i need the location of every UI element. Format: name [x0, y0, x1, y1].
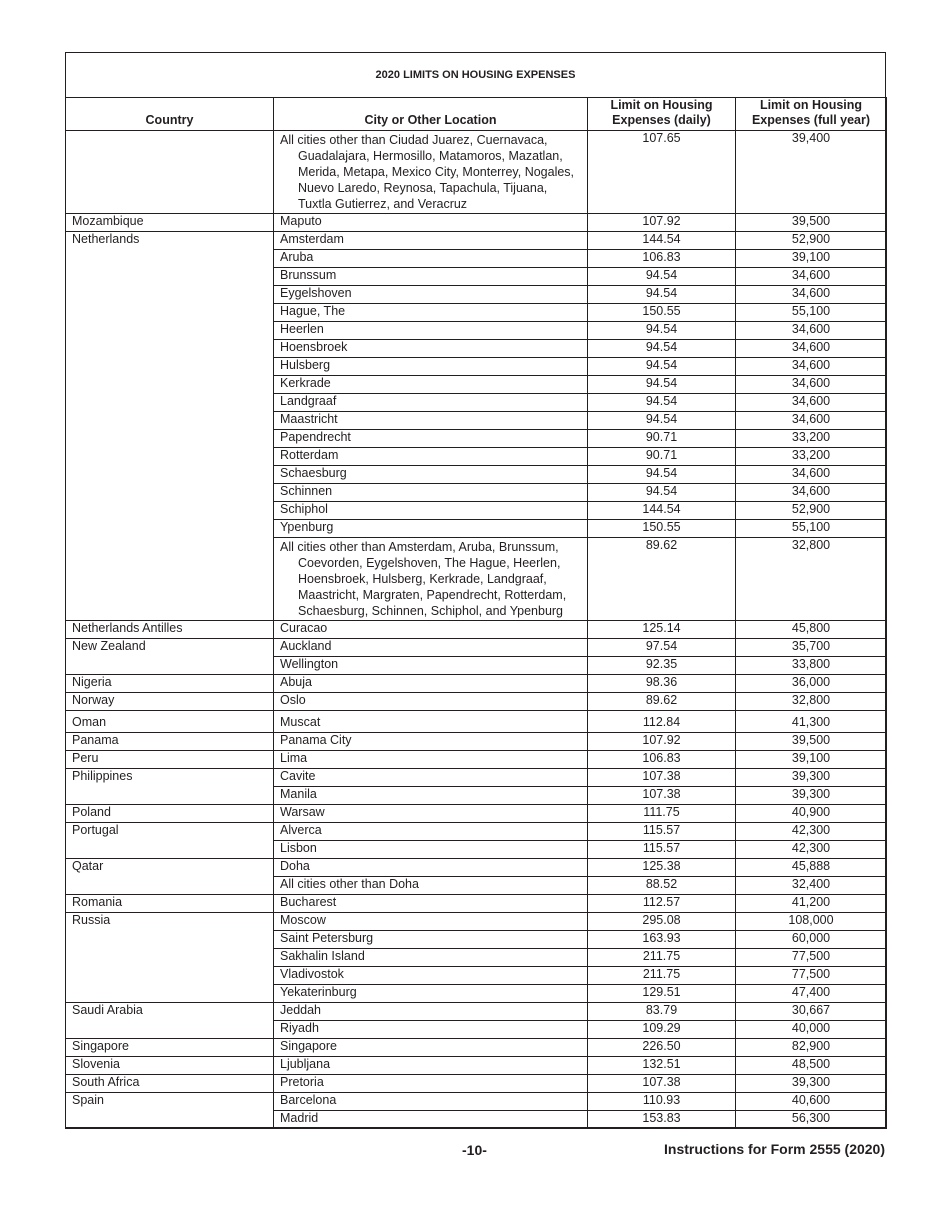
yearly-limit-cell: 32,400: [736, 877, 887, 895]
daily-limit-cell: 163.93: [588, 931, 736, 949]
country-cell: Netherlands: [66, 232, 274, 250]
city-cell: Saint Petersburg: [274, 931, 588, 949]
daily-limit-cell: 129.51: [588, 985, 736, 1003]
country-cell: Poland: [66, 805, 274, 823]
yearly-limit-cell: 55,100: [736, 520, 887, 538]
daily-limit-cell: 109.29: [588, 1021, 736, 1039]
country-cell: [66, 657, 274, 675]
yearly-limit-cell: 39,500: [736, 214, 887, 232]
city-cell: Heerlen: [274, 322, 588, 340]
city-cell: Hague, The: [274, 304, 588, 322]
yearly-limit-cell: 34,600: [736, 376, 887, 394]
daily-limit-cell: 125.14: [588, 621, 736, 639]
table-row: [66, 1093, 887, 1111]
country-cell: [66, 949, 274, 967]
city-cell: Bucharest: [274, 895, 588, 913]
table-row: [66, 214, 887, 232]
yearly-limit-cell: 52,900: [736, 502, 887, 520]
table-row: [66, 693, 887, 711]
yearly-limit-cell: 33,800: [736, 657, 887, 675]
header-country: Country: [66, 97, 274, 131]
yearly-limit-cell: 48,500: [736, 1057, 887, 1075]
daily-limit-cell: 90.71: [588, 448, 736, 466]
country-cell: [66, 787, 274, 805]
daily-limit-cell: 94.54: [588, 466, 736, 484]
daily-limit-cell: 150.55: [588, 520, 736, 538]
yearly-limit-cell: 41,200: [736, 895, 887, 913]
yearly-limit-cell: 108,000: [736, 913, 887, 931]
daily-limit-cell: 226.50: [588, 1039, 736, 1057]
country-cell: [66, 841, 274, 859]
document-title: Instructions for Form 2555 (2020): [664, 1141, 885, 1157]
city-cell: Sakhalin Island: [274, 949, 588, 967]
country-cell: [66, 448, 274, 466]
yearly-limit-cell: 47,400: [736, 985, 887, 1003]
table-row: [66, 232, 887, 250]
yearly-limit-cell: 34,600: [736, 394, 887, 412]
city-cell: Schinnen: [274, 484, 588, 502]
yearly-limit-cell: 45,800: [736, 621, 887, 639]
country-cell: [66, 520, 274, 538]
yearly-limit-cell: 40,900: [736, 805, 887, 823]
housing-limits-table: [65, 97, 887, 1129]
country-cell: Slovenia: [66, 1057, 274, 1075]
header-city: City or Other Location: [274, 97, 588, 131]
country-cell: [66, 340, 274, 358]
daily-limit-cell: 107.38: [588, 769, 736, 787]
city-cell: Curacao: [274, 621, 588, 639]
table-row: [66, 675, 887, 693]
city-cell: Cavite: [274, 769, 588, 787]
yearly-limit-cell: 45,888: [736, 859, 887, 877]
yearly-limit-cell: 36,000: [736, 675, 887, 693]
daily-limit-cell: 90.71: [588, 430, 736, 448]
yearly-limit-cell: 55,100: [736, 304, 887, 322]
yearly-limit-cell: 56,300: [736, 1111, 887, 1129]
yearly-limit-cell: 39,100: [736, 250, 887, 268]
country-cell: [66, 1021, 274, 1039]
yearly-limit-cell: 34,600: [736, 340, 887, 358]
daily-limit-cell: 112.84: [588, 711, 736, 733]
table-row: [66, 733, 887, 751]
daily-limit-cell: 107.65: [588, 131, 736, 214]
daily-limit-cell: 115.57: [588, 841, 736, 859]
daily-limit-cell: 94.54: [588, 322, 736, 340]
daily-limit-cell: 107.92: [588, 214, 736, 232]
city-cell: Manila: [274, 787, 588, 805]
yearly-limit-cell: 32,800: [736, 693, 887, 711]
city-cell: Ljubljana: [274, 1057, 588, 1075]
city-cell: Amsterdam: [274, 232, 588, 250]
city-cell: Schiphol: [274, 502, 588, 520]
country-cell: Singapore: [66, 1039, 274, 1057]
table-row: [66, 538, 887, 621]
yearly-limit-cell: 77,500: [736, 949, 887, 967]
country-cell: Panama: [66, 733, 274, 751]
yearly-limit-cell: 34,600: [736, 412, 887, 430]
daily-limit-cell: 94.54: [588, 340, 736, 358]
city-cell: Panama City: [274, 733, 588, 751]
country-cell: Mozambique: [66, 214, 274, 232]
table-row: [66, 520, 887, 538]
city-cell: Ypenburg: [274, 520, 588, 538]
yearly-limit-cell: 34,600: [736, 268, 887, 286]
city-cell: Moscow: [274, 913, 588, 931]
daily-limit-cell: 150.55: [588, 304, 736, 322]
yearly-limit-cell: 60,000: [736, 931, 887, 949]
country-cell: [66, 967, 274, 985]
yearly-limit-cell: 40,600: [736, 1093, 887, 1111]
daily-limit-cell: 144.54: [588, 232, 736, 250]
city-cell: Maastricht: [274, 412, 588, 430]
table-row: [66, 1057, 887, 1075]
table-row: [66, 340, 887, 358]
table-row: [66, 358, 887, 376]
country-cell: [66, 538, 274, 621]
table-row: [66, 621, 887, 639]
city-cell: Oslo: [274, 693, 588, 711]
table-row: [66, 805, 887, 823]
header-daily-limit: Limit on Housing Expenses (daily): [588, 97, 736, 131]
yearly-limit-cell: 40,000: [736, 1021, 887, 1039]
city-cell: Muscat: [274, 711, 588, 733]
table-row: [66, 502, 887, 520]
housing-limits-table-frame: [65, 52, 886, 1128]
table-row: [66, 751, 887, 769]
city-cell: Barcelona: [274, 1093, 588, 1111]
yearly-limit-cell: 39,500: [736, 733, 887, 751]
country-cell: [66, 131, 274, 214]
table-row: [66, 931, 887, 949]
city-cell: Rotterdam: [274, 448, 588, 466]
daily-limit-cell: 107.38: [588, 787, 736, 805]
city-cell: Papendrecht: [274, 430, 588, 448]
country-cell: [66, 376, 274, 394]
city-cell: Kerkrade: [274, 376, 588, 394]
country-cell: [66, 484, 274, 502]
table-title: 2020 LIMITS ON HOUSING EXPENSES: [66, 53, 885, 98]
table-row: [66, 466, 887, 484]
daily-limit-cell: 110.93: [588, 1093, 736, 1111]
table-row: [66, 877, 887, 895]
country-cell: [66, 286, 274, 304]
country-cell: Netherlands Antilles: [66, 621, 274, 639]
table-row: [66, 639, 887, 657]
city-cell: Brunssum: [274, 268, 588, 286]
table-row: [66, 448, 887, 466]
yearly-limit-cell: 41,300: [736, 711, 887, 733]
table-row: [66, 841, 887, 859]
daily-limit-cell: 97.54: [588, 639, 736, 657]
city-cell: Maputo: [274, 214, 588, 232]
daily-limit-cell: 112.57: [588, 895, 736, 913]
yearly-limit-cell: 34,600: [736, 358, 887, 376]
country-cell: Spain: [66, 1093, 274, 1111]
country-cell: Oman: [66, 711, 274, 733]
table-row: [66, 250, 887, 268]
daily-limit-cell: 94.54: [588, 394, 736, 412]
table-row: [66, 484, 887, 502]
daily-limit-cell: 94.54: [588, 268, 736, 286]
city-cell: Vladivostok: [274, 967, 588, 985]
city-cell: Hulsberg: [274, 358, 588, 376]
daily-limit-cell: 211.75: [588, 967, 736, 985]
yearly-limit-cell: 42,300: [736, 841, 887, 859]
yearly-limit-cell: 30,667: [736, 1003, 887, 1021]
yearly-limit-cell: 39,300: [736, 769, 887, 787]
city-cell: Schaesburg: [274, 466, 588, 484]
daily-limit-cell: 89.62: [588, 538, 736, 621]
table-row: [66, 1111, 887, 1129]
city-cell: Lima: [274, 751, 588, 769]
country-cell: [66, 931, 274, 949]
daily-limit-cell: 92.35: [588, 657, 736, 675]
city-cell: Lisbon: [274, 841, 588, 859]
daily-limit-cell: 111.75: [588, 805, 736, 823]
yearly-limit-cell: 34,600: [736, 322, 887, 340]
city-cell: Singapore: [274, 1039, 588, 1057]
city-cell: All cities other than Amsterdam, Aruba, Brunssum, Coevorden, Eygelshoven, The Hague, Heerlen, Hoensbroek, Hulsberg, Kerkrade, Landgraaf, Maastricht, Margraten, Papendrecht, Rotterdam, Schaesburg, Schinnen, Schiphol, and Ypenburg: [274, 538, 588, 621]
city-cell: Landgraaf: [274, 394, 588, 412]
country-cell: Saudi Arabia: [66, 1003, 274, 1021]
country-cell: [66, 250, 274, 268]
table-row: [66, 895, 887, 913]
country-cell: [66, 304, 274, 322]
table-row: [66, 711, 887, 733]
table-row: [66, 913, 887, 931]
country-cell: Norway: [66, 693, 274, 711]
country-cell: [66, 985, 274, 1003]
yearly-limit-cell: 82,900: [736, 1039, 887, 1057]
table-row: [66, 787, 887, 805]
daily-limit-cell: 153.83: [588, 1111, 736, 1129]
yearly-limit-cell: 33,200: [736, 430, 887, 448]
table-row: [66, 394, 887, 412]
daily-limit-cell: 106.83: [588, 751, 736, 769]
daily-limit-cell: 88.52: [588, 877, 736, 895]
city-cell: All cities other than Doha: [274, 877, 588, 895]
table-row: [66, 859, 887, 877]
yearly-limit-cell: 32,800: [736, 538, 887, 621]
yearly-limit-cell: 39,400: [736, 131, 887, 214]
yearly-limit-cell: 39,100: [736, 751, 887, 769]
daily-limit-cell: 211.75: [588, 949, 736, 967]
daily-limit-cell: 94.54: [588, 484, 736, 502]
city-cell: Hoensbroek: [274, 340, 588, 358]
table-row: [66, 769, 887, 787]
table-row: [66, 131, 887, 214]
daily-limit-cell: 94.54: [588, 376, 736, 394]
country-cell: [66, 358, 274, 376]
daily-limit-cell: 94.54: [588, 358, 736, 376]
country-cell: New Zealand: [66, 639, 274, 657]
daily-limit-cell: 107.92: [588, 733, 736, 751]
country-cell: Portugal: [66, 823, 274, 841]
daily-limit-cell: 89.62: [588, 693, 736, 711]
table-row: [66, 985, 887, 1003]
yearly-limit-cell: 39,300: [736, 1075, 887, 1093]
table-row: [66, 657, 887, 675]
table-row: [66, 376, 887, 394]
table-row: [66, 304, 887, 322]
yearly-limit-cell: 33,200: [736, 448, 887, 466]
country-cell: Nigeria: [66, 675, 274, 693]
city-cell: Madrid: [274, 1111, 588, 1129]
country-cell: South Africa: [66, 1075, 274, 1093]
city-cell: Doha: [274, 859, 588, 877]
daily-limit-cell: 106.83: [588, 250, 736, 268]
yearly-limit-cell: 34,600: [736, 286, 887, 304]
yearly-limit-cell: 77,500: [736, 967, 887, 985]
country-cell: [66, 394, 274, 412]
daily-limit-cell: 115.57: [588, 823, 736, 841]
table-row: [66, 967, 887, 985]
yearly-limit-cell: 52,900: [736, 232, 887, 250]
city-cell: Yekaterinburg: [274, 985, 588, 1003]
table-row: [66, 823, 887, 841]
city-cell: Abuja: [274, 675, 588, 693]
daily-limit-cell: 94.54: [588, 286, 736, 304]
daily-limit-cell: 94.54: [588, 412, 736, 430]
daily-limit-cell: 83.79: [588, 1003, 736, 1021]
country-cell: Romania: [66, 895, 274, 913]
daily-limit-cell: 125.38: [588, 859, 736, 877]
table-row: [66, 412, 887, 430]
country-cell: Philippines: [66, 769, 274, 787]
city-cell: Eygelshoven: [274, 286, 588, 304]
yearly-limit-cell: 34,600: [736, 484, 887, 502]
table-row: [66, 430, 887, 448]
country-cell: [66, 502, 274, 520]
daily-limit-cell: 107.38: [588, 1075, 736, 1093]
city-cell: Auckland: [274, 639, 588, 657]
daily-limit-cell: 132.51: [588, 1057, 736, 1075]
city-cell: Alverca: [274, 823, 588, 841]
table-row: [66, 1075, 887, 1093]
daily-limit-cell: 98.36: [588, 675, 736, 693]
city-cell: Aruba: [274, 250, 588, 268]
table-row: [66, 949, 887, 967]
country-cell: [66, 466, 274, 484]
yearly-limit-cell: 42,300: [736, 823, 887, 841]
yearly-limit-cell: 34,600: [736, 466, 887, 484]
table-row: [66, 1003, 887, 1021]
country-cell: Russia: [66, 913, 274, 931]
city-cell: Riyadh: [274, 1021, 588, 1039]
table-row: [66, 1021, 887, 1039]
country-cell: [66, 412, 274, 430]
country-cell: [66, 268, 274, 286]
page-number: -10-: [462, 1142, 487, 1158]
country-cell: [66, 322, 274, 340]
country-cell: [66, 1111, 274, 1129]
table-row: [66, 268, 887, 286]
daily-limit-cell: 295.08: [588, 913, 736, 931]
country-cell: [66, 430, 274, 448]
city-cell: Jeddah: [274, 1003, 588, 1021]
table-body: [66, 131, 887, 1129]
city-cell: Warsaw: [274, 805, 588, 823]
city-cell: All cities other than Ciudad Juarez, Cuernavaca, Guadalajara, Hermosillo, Matamoros, Mazatlan, Merida, Metapa, Mexico City, Monterrey, Nogales, Nuevo Laredo, Reynosa, Tapachula, Tijuana, Tuxtla Gutierrez, and Veracruz: [274, 131, 588, 214]
city-cell: Wellington: [274, 657, 588, 675]
table-row: [66, 286, 887, 304]
table-header-row: [66, 97, 887, 131]
country-cell: Peru: [66, 751, 274, 769]
table-row: [66, 322, 887, 340]
city-cell: Pretoria: [274, 1075, 588, 1093]
country-cell: [66, 877, 274, 895]
daily-limit-cell: 144.54: [588, 502, 736, 520]
yearly-limit-cell: 35,700: [736, 639, 887, 657]
country-cell: Qatar: [66, 859, 274, 877]
yearly-limit-cell: 39,300: [736, 787, 887, 805]
table-row: [66, 1039, 887, 1057]
header-yearly-limit: Limit on Housing Expenses (full year): [736, 97, 887, 131]
